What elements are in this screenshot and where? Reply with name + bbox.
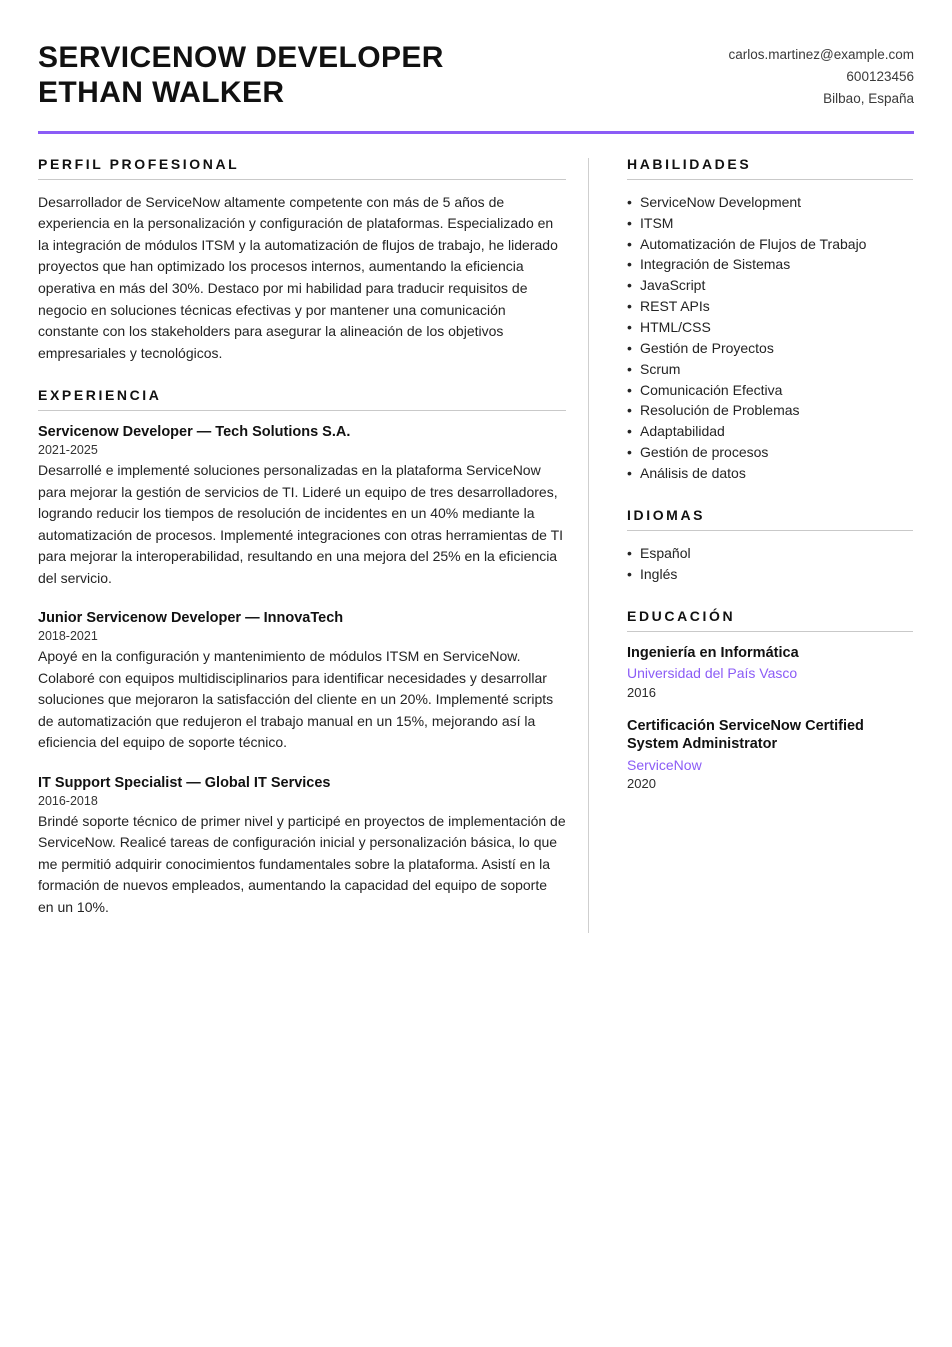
list-item: • Gestión de procesos xyxy=(627,442,913,463)
education-title: Certificación ServiceNow Certified System Administrator xyxy=(627,717,864,753)
list-item: • ITSM xyxy=(627,213,913,234)
experience-item xyxy=(38,609,566,754)
job-description: Apoyé en la configuración y mantenimiento de módulos ITSM en ServiceNow. Colaboré con equipos multidisciplinarios para identificar necesidades y desarrollar soluciones que mejoraron la satisfacción del cliente en un 20%. Implementé scripts de automatización que redujeron el trabajo manual en un 15%, mejorando así la eficiencia del equipo de soporte técnico. xyxy=(38,648,554,751)
list-item: • Adaptabilidad xyxy=(627,421,913,442)
education-title: Ingeniería en Informática xyxy=(627,644,799,661)
list-item: • Inglés xyxy=(627,564,913,585)
section-languages xyxy=(627,507,913,585)
job-dates: 2016-2018 xyxy=(38,793,98,808)
section-skills xyxy=(627,156,913,484)
job-title: IT Support Specialist — Global IT Services xyxy=(38,774,331,791)
list-item: • Análisis de datos xyxy=(627,463,913,484)
list-item: • Español xyxy=(627,543,913,564)
list-item: • REST APIs xyxy=(627,296,913,317)
education-year: 2016 xyxy=(627,684,656,700)
page-title-line2: ETHAN WALKER xyxy=(38,76,285,110)
skills-list xyxy=(627,192,913,484)
job-description: Desarrollé e implementé soluciones personalizadas en la plataforma ServiceNow para mejorar la gestión de servicios de TI. Lideré un equipo de tres desarrolladores, logrando reducir los tiempos de resolución de incidentes en un 40% mediante la automatización de procesos. Implementé integraciones con otras herramientas de TI para mejorar la interoperabilidad, resultando en una mejora del 25% en la eficiencia del servicio. xyxy=(38,462,564,586)
section-education xyxy=(627,608,913,792)
list-item: • Scrum xyxy=(627,359,913,380)
section-experience xyxy=(38,387,566,918)
skills-heading: HABILIDADES xyxy=(627,156,913,180)
left-column xyxy=(38,156,588,933)
education-item xyxy=(627,644,913,700)
experience-item xyxy=(38,423,566,589)
resume-header xyxy=(38,36,914,111)
education-organization: Universidad del País Vasco xyxy=(627,665,798,682)
job-dates: 2021-2025 xyxy=(38,443,98,457)
list-item: • Automatización de Flujos de Trabajo xyxy=(627,234,913,255)
right-column xyxy=(589,156,913,933)
languages-heading: IDIOMAS xyxy=(627,507,913,531)
list-item: • Resolución de Problemas xyxy=(627,400,913,421)
list-item: • Gestión de Proyectos xyxy=(627,338,913,359)
profile-text: Desarrollador de ServiceNow altamente competente con más de 5 años de experiencia en la personalización y configuración de plataformas. Especializado en la integración de módulos ITSM y la automatización de flujos de trabajo, he liderado proyectos que han optimizado los procesos internos, aumentando la eficiencia operativa en más del 30%. Destaco por mi habilidad para traducir requisitos de negocio en soluciones técnicas efectivas y por mantener una comunicación constante con los stakeholders para asegurar la alineación de los objetivos empresariales y tecnológicos. xyxy=(38,193,558,361)
contact-block xyxy=(728,36,914,110)
section-profile xyxy=(38,156,566,364)
education-item xyxy=(627,717,913,792)
education-organization: ServiceNow xyxy=(627,756,702,773)
list-item: • Comunicación Efectiva xyxy=(627,380,913,401)
name-block xyxy=(38,36,444,111)
list-item: • ServiceNow Development xyxy=(627,192,913,213)
resume-body xyxy=(38,156,914,933)
profile-heading: PERFIL PROFESIONAL xyxy=(38,156,566,180)
languages-list xyxy=(627,543,913,585)
experience-item xyxy=(38,774,566,919)
accent-divider xyxy=(38,131,914,134)
job-description: Brindé soporte técnico de primer nivel y participé en proyectos de implementación de ServiceNow. Realicé tareas de configuración inicial y personalización básica, lo que me permitió adquirir conocimientos fundamentales sobre la plataforma. Asistí en la formación de nuevos empleados, aumentando la capacidad del equipo de soporte en un 10%. xyxy=(38,812,566,915)
job-title: Servicenow Developer — Tech Solutions S.A. xyxy=(38,424,351,441)
education-year: 2020 xyxy=(627,776,656,792)
contact-location: Bilbao, España xyxy=(823,90,914,106)
list-item: • HTML/CSS xyxy=(627,317,913,338)
list-item: • Integración de Sistemas xyxy=(627,254,913,275)
contact-phone: 600123456 xyxy=(846,68,914,84)
education-heading: EDUCACIÓN xyxy=(627,608,913,632)
job-dates: 2018-2021 xyxy=(38,629,98,644)
list-item: • JavaScript xyxy=(627,275,913,296)
job-title: Junior Servicenow Developer — InnovaTech xyxy=(38,610,344,627)
page-title-line1: SERVICENOW DEVELOPER xyxy=(38,41,444,74)
experience-heading: EXPERIENCIA xyxy=(38,387,566,411)
contact-email: carlos.martinez@example.com xyxy=(728,47,914,62)
